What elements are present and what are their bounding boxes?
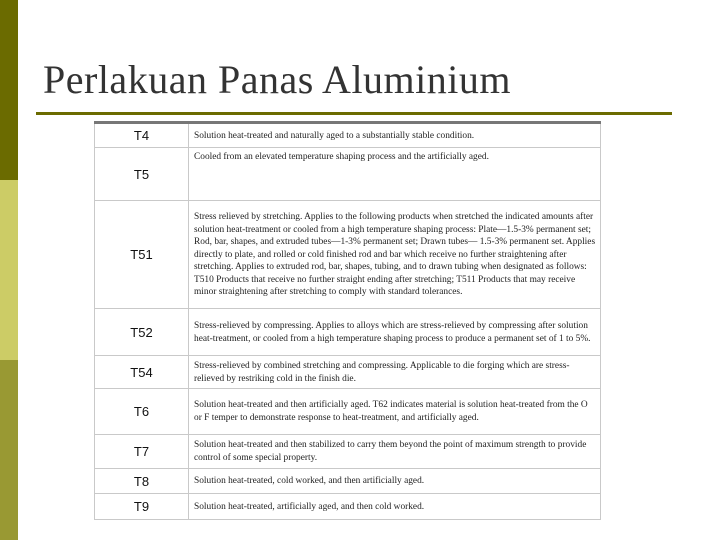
table-row: [95, 201, 601, 309]
temper-code: T6: [95, 389, 189, 435]
table-row: [95, 469, 601, 494]
temper-code: T9: [95, 494, 189, 520]
temper-description: Solution heat-treated and then stabilized to carry them beyond the point of maximum strength to provide control of some special property.: [189, 435, 601, 469]
temper-description: Cooled from an elevated temperature shaping process and the artificially aged.: [189, 148, 601, 201]
temper-description: Solution heat-treated, artificially aged, and then cold worked.: [189, 494, 601, 520]
temper-description: Solution heat-treated, cold worked, and then artificially aged.: [189, 469, 601, 494]
title-underline: [36, 112, 672, 115]
table-row: [95, 494, 601, 520]
temper-code: T8: [95, 469, 189, 494]
table-row: [95, 309, 601, 356]
table-row: [95, 389, 601, 435]
temper-code: T5: [95, 148, 189, 201]
temper-description: Stress relieved by stretching. Applies to the following products when stretched the indicated amounts after solution heat-treatment or cooled from a high temperature shaping process: Plate—1.5-3% permanent set; Rod, bar, shapes, and extruded tubes—1-3% permanent set; Drawn tubes— 1.5-3% permanent set. Applies directly to plate, and rolled or cold finished rod and bar which receive no further straightening after stretching. Applies to extruded rod, bar, shapes, tubing, and to drawn tubing when designated as follows: T510 Products that receive no further straight ending after stretching; T511 Products that may receive minor straightening after stretching to comply with standard tolerances.: [189, 201, 601, 309]
slide-title: Perlakuan Panas Aluminium: [43, 57, 512, 102]
temper-description: Solution heat-treated and then artificially aged. T62 indicates material is solution heat-treated from the O or F temper to demonstrate response to heat-treatment, and artificially aged.: [189, 389, 601, 435]
table-row: [95, 123, 601, 148]
side-bar-middle: [0, 180, 18, 360]
side-bar-top: [0, 0, 18, 180]
temper-code: T54: [95, 356, 189, 389]
temper-description: Solution heat-treated and naturally aged to a substantially stable condition.: [189, 123, 601, 148]
temper-table: [94, 121, 601, 520]
temper-description: Stress-relieved by combined stretching and compressing. Applicable to die forging which are stress-relieved by restriking cold in the finish die.: [189, 356, 601, 389]
side-bar-bottom: [0, 360, 18, 540]
temper-code: T7: [95, 435, 189, 469]
temper-code: T51: [95, 201, 189, 309]
table-row: [95, 148, 601, 201]
table-row: [95, 356, 601, 389]
temper-description: Stress-relieved by compressing. Applies to alloys which are stress-relieved by compressing after solution heat-treatment, or cooled from a high temperature shaping process to produce a permanent set of 1 to 5%.: [189, 309, 601, 356]
temper-code: T4: [95, 123, 189, 148]
temper-code: T52: [95, 309, 189, 356]
table-row: [95, 435, 601, 469]
